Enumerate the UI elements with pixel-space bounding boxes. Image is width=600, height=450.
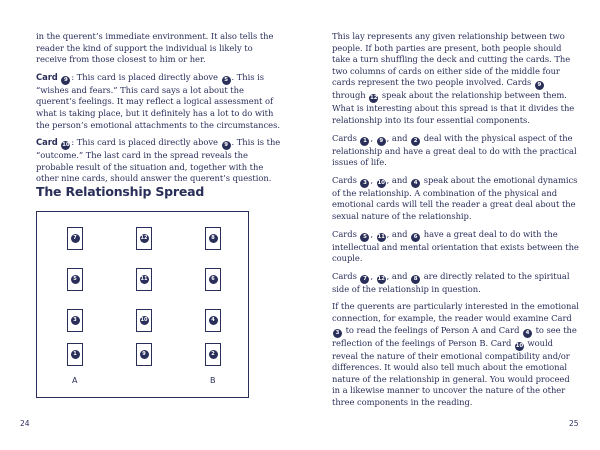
card-number-badge: 3 <box>360 179 369 188</box>
card-number-badge: 9 <box>61 76 70 85</box>
right-text-column <box>332 31 580 414</box>
body-text: , and <box>386 228 411 239</box>
card-number-badge: 9 <box>222 141 231 150</box>
card-number-badge: 12 <box>370 95 378 102</box>
paragraph-spiritual <box>332 271 580 296</box>
card-number-badge: 9 <box>377 137 386 146</box>
page-number-left: 24 <box>20 419 30 428</box>
card-number-badge: 7 <box>71 234 80 243</box>
left-text-column <box>36 31 284 191</box>
card-number-badge: 3 <box>71 316 80 325</box>
body-text: . This is “wishes and fears.” This card says a lot about the querent’s feelings. It may reflect a logical assessment of what is taking place, but it definitely has a lot to do with the person’s emotional attachments to the circumstances. <box>36 71 280 130</box>
card-number-badge: 3 <box>333 329 342 338</box>
card-number-badge: 11 <box>377 233 385 240</box>
card-number-badge: 8 <box>209 234 218 243</box>
body-text: : This card is placed directly above <box>71 71 221 82</box>
spread-card <box>205 227 221 250</box>
body-text: , and <box>386 174 411 185</box>
card-number-badge: 1 <box>71 350 80 359</box>
person-a-label: A <box>72 376 78 385</box>
body-text: speak about the relationship between them. What is interesting about this spread is that it divides the relationship into its four essential components. <box>332 90 575 125</box>
body-text: Cards <box>332 270 360 281</box>
body-text: speak about the emotional dynamics of the relationship. A combination of the physical and emotional cards will tell the reader a great deal about the sexual nature of the relationship. <box>332 174 578 221</box>
card-number-badge: 10 <box>140 317 148 323</box>
section-title: The Relationship Spread <box>36 184 205 199</box>
paragraph-intro <box>332 31 580 127</box>
card-number-badge: 8 <box>411 275 420 284</box>
card-number-badge: 11 <box>140 276 148 282</box>
card-number-badge: 4 <box>411 179 420 188</box>
card-number-badge: 2 <box>209 350 218 359</box>
card-number-badge: 6 <box>411 233 420 242</box>
spread-card <box>205 268 221 291</box>
paragraph-card-9 <box>36 72 284 131</box>
card-number-badge: 7 <box>360 275 369 284</box>
card-number-badge: 5 <box>71 275 80 284</box>
body-text: , <box>370 228 376 239</box>
card-number-badge: 5 <box>222 76 231 85</box>
spread-card <box>136 343 152 366</box>
spread-card <box>67 309 83 332</box>
spread-card <box>205 309 221 332</box>
card-label: Card <box>36 71 58 82</box>
body-text: to read the feelings of Person A and Card <box>343 324 522 335</box>
card-number-badge: 6 <box>209 275 218 284</box>
card-number-badge: 4 <box>209 316 218 325</box>
body-text: are directly related to the spiritual side of the relationship in question. <box>332 270 570 294</box>
body-text: If the querents are particularly interested in the emotional connection, for example, the reader would examine Card <box>332 301 579 323</box>
body-text: This lay represents any given relationship between two people. If both parties are present, both people should take a turn shuffling the deck and cutting the cards. The two columns of cards on either side of the middle four cards represent the two people involved. Cards <box>332 31 571 88</box>
card-number-badge: 10 <box>515 342 524 349</box>
body-text: Cards <box>332 132 360 143</box>
body-text: . This is the “outcome.” The last card in the spread reveals the probable result of the situation and, together with the other nine cards, should answer the querent’s question. <box>36 137 281 184</box>
body-text: to see the reflection of the feelings of Person B. Card <box>332 324 577 348</box>
relationship-spread-diagram <box>36 211 249 398</box>
page-number-right: 25 <box>569 419 579 428</box>
body-text: : This card is placed directly above <box>71 137 221 148</box>
body-text: would reveal the nature of their emotional compatibility and/or differences. It would also tell much about the emotional nature of the relationship in general. You would proceed in a likewise manner to uncover the nature of the other three components in the reading. <box>332 337 570 407</box>
body-text: , and <box>386 132 411 143</box>
body-text: deal with the physical aspect of the relationship and have a great deal to do with the practical issues of life. <box>332 132 577 168</box>
paragraph-physical <box>332 133 580 169</box>
card-number-badge: 1 <box>360 137 369 146</box>
card-label: Card <box>36 137 58 148</box>
spread-card <box>67 227 83 250</box>
body-text: , and <box>386 270 411 281</box>
card-number-badge: 12 <box>140 235 148 241</box>
card-number-badge: 10 <box>62 142 70 149</box>
card-number-badge: 10 <box>377 179 385 186</box>
person-b-label: B <box>210 376 216 385</box>
paragraph-continuation: in the querent’s immediate environment. It also tells the reader the kind of support the individual is likely to receive from those closest to him or her. <box>36 31 274 65</box>
card-number-badge: 5 <box>360 233 369 242</box>
card-number-badge: 2 <box>411 137 420 146</box>
paragraph-intellectual <box>332 229 580 265</box>
spread-card <box>136 268 152 291</box>
card-number-badge: 9 <box>535 81 544 90</box>
spread-card <box>67 268 83 291</box>
body-text: Cards <box>332 228 360 239</box>
body-text: Cards <box>332 174 360 185</box>
spread-card <box>67 343 83 366</box>
card-number-badge: 9 <box>140 350 149 359</box>
card-number-badge: 4 <box>523 329 532 338</box>
paragraph-card-10 <box>36 137 284 185</box>
body-text: through <box>332 90 369 101</box>
paragraph-emotional <box>332 175 580 223</box>
body-text: , <box>370 174 376 185</box>
body-text: , <box>370 132 376 143</box>
spread-card <box>136 309 152 332</box>
card-number-badge: 12 <box>377 275 385 282</box>
spread-card <box>205 343 221 366</box>
paragraph-example <box>332 301 580 408</box>
body-text: have a great deal to do with the intellectual and mental orientation that exists between the couple. <box>332 228 579 264</box>
spread-card <box>136 227 152 250</box>
body-text: , <box>370 270 376 281</box>
